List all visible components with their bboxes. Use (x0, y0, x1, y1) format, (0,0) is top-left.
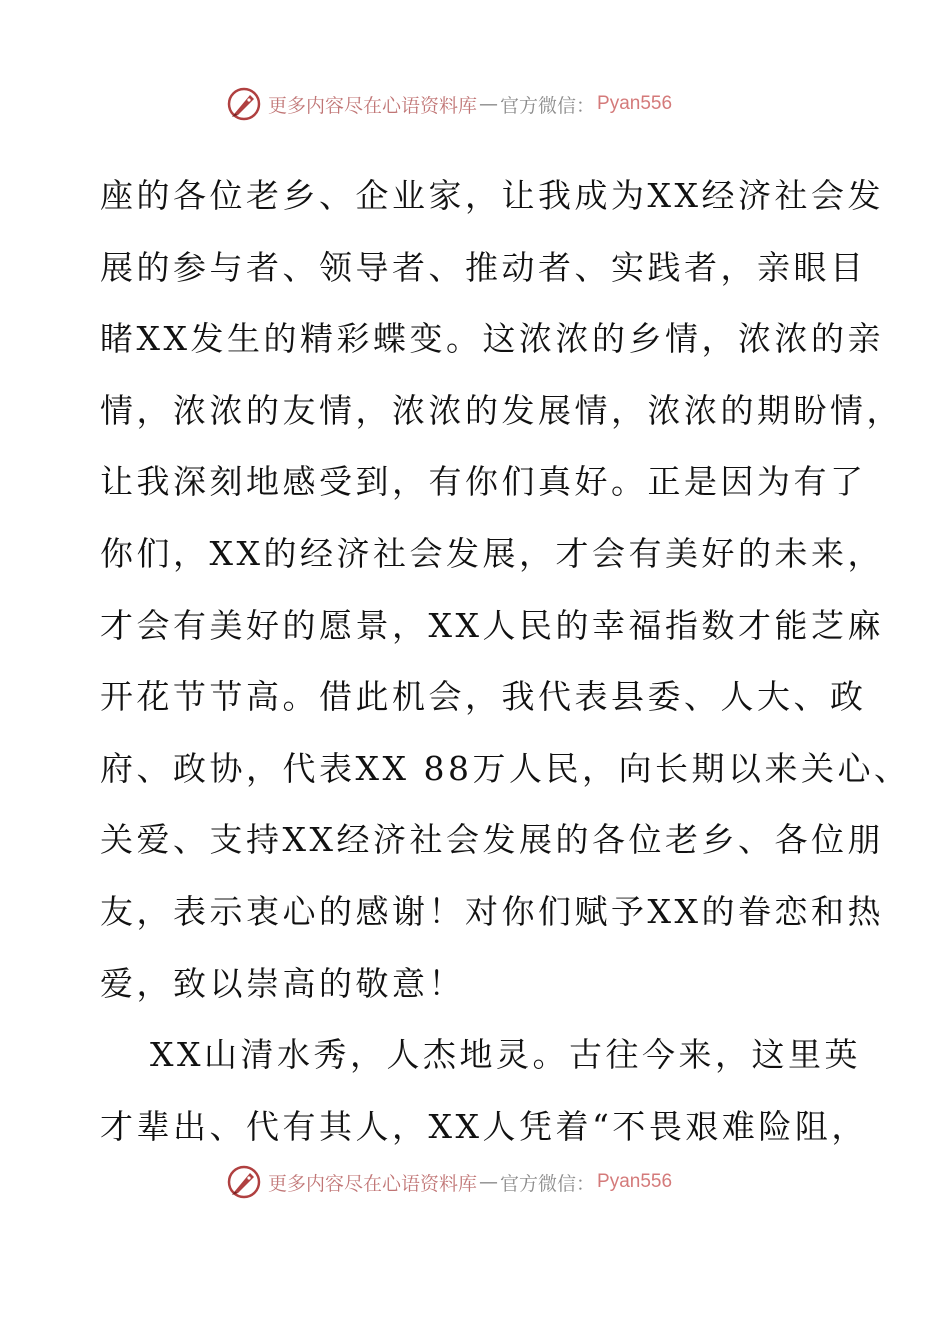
body-line: 让我深刻地感受到，有你们真好。正是因为有了 (100, 462, 867, 502)
body-line: 府、政协，代表XX 88万人民，向长期以来关心、 (100, 748, 911, 788)
body-line: 你们，XX的经济社会发展，才会有美好的未来， (100, 533, 884, 573)
footer-banner (226, 1162, 672, 1202)
body-line: 才会有美好的愿景，XX人民的幸福指数才能芝麻 (100, 605, 884, 645)
body-line: 才辈出、代有其人，XX人凭着“不畏艰难险阻， (100, 1106, 868, 1146)
body-line: 爱，致以崇高的敬意！ (100, 963, 465, 1003)
pen-nib-logo-icon (226, 1164, 262, 1200)
footer-separator: — (479, 1171, 499, 1193)
body-line: 关爱、支持XX经济社会发展的各位老乡、各位朋 (100, 820, 884, 860)
header-site-name: 更多内容尽在心语资料库 (268, 94, 478, 117)
footer-wechat-label: 官方微信： (500, 1172, 596, 1195)
body-line: 座的各位老乡、企业家，让我成为XX经济社会发 (100, 176, 884, 215)
footer-wechat-account: Pyan556 (597, 1171, 673, 1192)
header-banner (226, 84, 672, 124)
paragraph-start-line: XX山清水秀，人杰地灵。古往今来，这里英 (150, 1035, 861, 1075)
header-wechat-account: Pyan556 (597, 93, 673, 114)
document-body (100, 160, 911, 1162)
body-line: 情，浓浓的友情，浓浓的发展情，浓浓的期盼情， (100, 390, 903, 430)
body-line: 开花节节高。借此机会，我代表县委、人大、政 (100, 677, 867, 717)
pen-nib-logo-icon (226, 86, 262, 122)
body-line: 睹XX发生的精彩蝶变。这浓浓的乡情，浓浓的亲 (100, 319, 884, 359)
footer-site-name: 更多内容尽在心语资料库 (268, 1172, 478, 1195)
body-line: 友，表示衷心的感谢！对你们赋予XX的眷恋和热 (100, 891, 884, 931)
header-separator: — (479, 93, 499, 115)
header-wechat-label: 官方微信： (500, 94, 596, 117)
body-line: 展的参与者、领导者、推动者、实践者，亲眼目 (100, 247, 867, 287)
